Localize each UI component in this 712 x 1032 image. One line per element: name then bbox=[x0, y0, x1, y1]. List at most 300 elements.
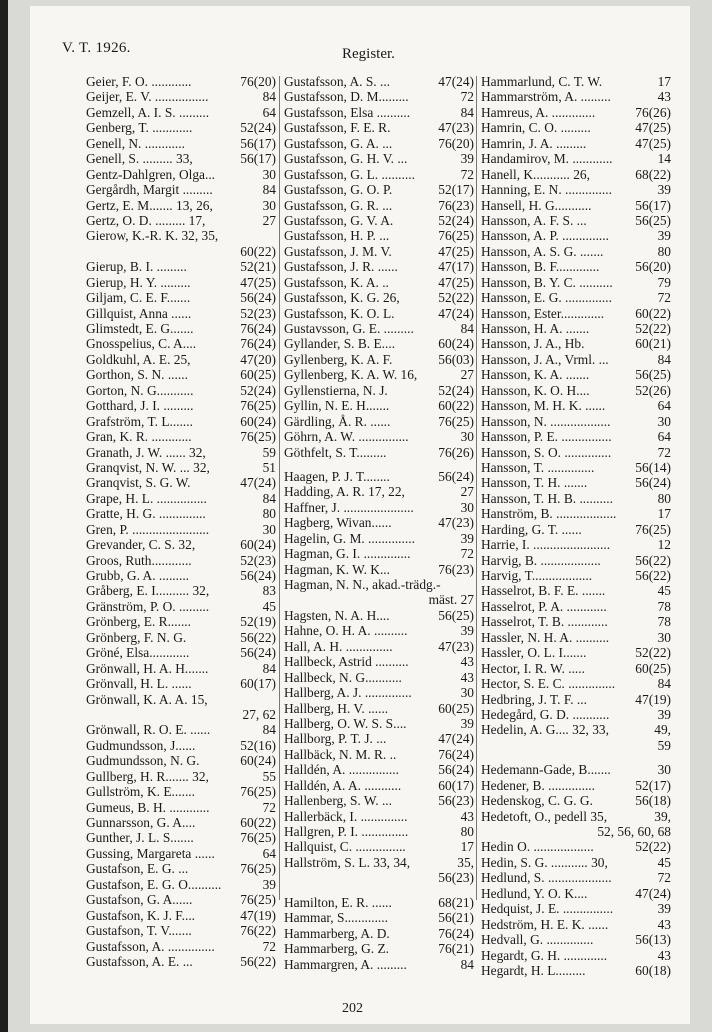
register-entry bbox=[284, 182, 474, 197]
entry-pages: 52(22) bbox=[438, 290, 474, 306]
entry-name: Hedbring, J. T. F. ... bbox=[481, 691, 587, 707]
entry-name: Hedlund, Y. O. K.... bbox=[481, 885, 588, 901]
entry-pages: 60(25) bbox=[240, 367, 276, 383]
entry-pages: 43 bbox=[460, 808, 474, 824]
register-entry bbox=[86, 753, 276, 768]
entry-pages: 56(22) bbox=[635, 568, 671, 583]
register-entry bbox=[284, 89, 474, 104]
entry-pages: 84 bbox=[262, 490, 276, 506]
register-entry bbox=[284, 701, 474, 716]
entry-name: Gorthon, S. N. ...... bbox=[86, 367, 188, 383]
register-entry bbox=[481, 383, 671, 398]
register-entry bbox=[284, 941, 474, 956]
column-divider bbox=[476, 76, 477, 900]
register-entry bbox=[481, 537, 671, 552]
register-entry bbox=[86, 599, 276, 614]
entry-pages: 56(22) bbox=[240, 629, 276, 645]
register-entry bbox=[284, 654, 474, 669]
entry-name: Gillquist, Anna ...... bbox=[86, 305, 192, 321]
register-entry bbox=[481, 167, 671, 182]
register-entry bbox=[284, 716, 474, 731]
register-entry bbox=[86, 275, 276, 290]
entry-pages: 30 bbox=[262, 521, 276, 537]
register-entry bbox=[86, 769, 276, 784]
register-entry bbox=[86, 336, 276, 351]
entry-name: Gumeus, B. H. ............ bbox=[86, 799, 210, 815]
entry-name: Hagberg, Wivan...... bbox=[284, 515, 392, 531]
entry-name: Gyllander, S. B. E.... bbox=[284, 336, 396, 352]
register-entry bbox=[86, 290, 276, 305]
entry-pages: 60(22) bbox=[635, 305, 671, 321]
register-entry bbox=[86, 614, 276, 629]
register-entry bbox=[284, 306, 474, 321]
entry-name: Hansson, T. .............. bbox=[481, 459, 595, 475]
entry-name: Hedemann-Gade, B....... bbox=[481, 762, 611, 778]
register-entry bbox=[86, 800, 276, 815]
entry-pages: 60(24) bbox=[438, 336, 474, 352]
register-entry bbox=[86, 722, 276, 737]
entry-name: Göthfelt, S. T......... bbox=[284, 444, 387, 460]
entry-pages: 78 bbox=[657, 598, 671, 614]
register-entry bbox=[481, 568, 671, 583]
entry-name: Grafström, T. L....... bbox=[86, 413, 193, 429]
entry-pages: 43 bbox=[460, 669, 474, 685]
register-entry bbox=[481, 599, 671, 614]
entry-name: Gierup, B. I. ......... bbox=[86, 259, 187, 275]
register-entry bbox=[86, 630, 276, 645]
entry-name: Hansson, P. E. ............... bbox=[481, 429, 612, 445]
register-entry bbox=[481, 824, 671, 839]
register-entry bbox=[86, 692, 276, 707]
register-entry bbox=[481, 336, 671, 351]
register-entry bbox=[86, 908, 276, 923]
register-entry bbox=[481, 917, 671, 932]
register-entry bbox=[86, 89, 276, 104]
register-entry bbox=[481, 661, 671, 676]
register-entry bbox=[284, 778, 474, 793]
entry-name: Hansson, T. H. ....... bbox=[481, 475, 588, 491]
register-entry bbox=[284, 398, 474, 413]
entry-pages: 56(24) bbox=[240, 568, 276, 583]
entry-pages: 43 bbox=[460, 654, 474, 670]
entry-pages: 39 bbox=[460, 715, 474, 731]
entry-name: Hallberg, A. J. .............. bbox=[284, 685, 412, 701]
entry-pages: 47(17) bbox=[438, 259, 474, 275]
entry-name: Hagman, K. W. K... bbox=[284, 561, 390, 577]
register-entry bbox=[481, 105, 671, 120]
entry-pages: 76(24) bbox=[438, 925, 474, 941]
entry-name: Hector, I. R. W. ..... bbox=[481, 660, 585, 676]
register-entry bbox=[481, 809, 671, 824]
register-entry bbox=[481, 259, 671, 274]
entry-pages: 59 bbox=[657, 737, 671, 753]
register-entry bbox=[481, 213, 671, 228]
entry-name: Gustafsson, K. G. 26, bbox=[284, 290, 400, 306]
register-entry bbox=[284, 74, 474, 89]
register-entry bbox=[481, 120, 671, 135]
entry-pages: 84 bbox=[657, 676, 671, 692]
entry-pages: 45 bbox=[657, 583, 671, 599]
entry-name: Gudmundsson, J...... bbox=[86, 737, 196, 753]
register-entry bbox=[481, 445, 671, 460]
entry-name: Hansson, J. A., Vrml. ... bbox=[481, 351, 609, 367]
register-entry bbox=[284, 151, 474, 166]
entry-pages: 60(25) bbox=[635, 660, 671, 676]
entry-pages: 64 bbox=[657, 398, 671, 414]
entry-pages: 52(24) bbox=[240, 120, 276, 136]
entry-name: Gnosspelius, C. A.... bbox=[86, 336, 197, 352]
entry-name: Gärdling, Å. R. ...... bbox=[284, 413, 391, 429]
register-entry bbox=[86, 429, 276, 444]
entry-name: Hansson, B. Y. C. .......... bbox=[481, 274, 613, 290]
register-entry bbox=[284, 259, 474, 274]
entry-name: Gustafson, T. V....... bbox=[86, 923, 192, 939]
entry-pages: 52(24) bbox=[438, 212, 474, 228]
entry-name: Hammarberg, G. Z. bbox=[284, 941, 389, 957]
register-entry bbox=[86, 306, 276, 321]
entry-name: Genell, N. ............ bbox=[86, 135, 185, 151]
register-column-1 bbox=[86, 74, 276, 969]
entry-name: Gudmundsson, N. G. bbox=[86, 753, 200, 769]
entry-pages: 80 bbox=[657, 490, 671, 506]
entry-name: Grönberg, E. R....... bbox=[86, 614, 192, 630]
register-entry bbox=[284, 414, 474, 429]
register-entry bbox=[481, 74, 671, 89]
register-entry bbox=[86, 213, 276, 228]
entry-pages: 47(25) bbox=[438, 243, 474, 259]
entry-name: Geier, F. O. ............ bbox=[86, 74, 192, 89]
register-entry bbox=[284, 429, 474, 444]
entry-name: Göhrn, A. W. ............... bbox=[284, 429, 409, 445]
entry-pages: 47(24) bbox=[438, 731, 474, 747]
register-entry bbox=[284, 895, 474, 910]
register-entry bbox=[86, 846, 276, 861]
entry-pages: 30 bbox=[657, 762, 671, 778]
entry-pages: 43 bbox=[657, 947, 671, 963]
register-entry bbox=[86, 321, 276, 336]
register-entry bbox=[86, 136, 276, 151]
entry-pages: 59 bbox=[262, 444, 276, 460]
register-entry bbox=[481, 676, 671, 691]
register-entry bbox=[86, 738, 276, 753]
register-entry bbox=[481, 136, 671, 151]
entry-name: Gustafsson, G. L. .......... bbox=[284, 166, 415, 182]
entry-pages: 76(23) bbox=[438, 197, 474, 213]
entry-name: Hegardt, H. L......... bbox=[481, 962, 586, 978]
entry-pages: 52(17) bbox=[635, 777, 671, 793]
entry-name: Gotthard, J. I. ......... bbox=[86, 398, 194, 414]
register-entry bbox=[86, 506, 276, 521]
register-entry bbox=[284, 336, 474, 351]
register-entry bbox=[481, 738, 671, 753]
entry-name: Hamrin, J. A. ......... bbox=[481, 135, 587, 151]
entry-name: Giljam, C. E. F....... bbox=[86, 290, 191, 306]
entry-name: Gergårdh, Margit ......... bbox=[86, 182, 213, 198]
register-entry bbox=[481, 762, 671, 777]
entry-pages: 80 bbox=[657, 243, 671, 259]
entry-name: Gunnarsson, G. A.... bbox=[86, 815, 196, 830]
entry-pages: 76(21) bbox=[438, 941, 474, 957]
register-entry bbox=[284, 577, 474, 592]
entry-name: Gratte, H. G. .............. bbox=[86, 506, 206, 522]
entry-name: Haagen, P. J. T........ bbox=[284, 468, 390, 484]
register-entry bbox=[284, 957, 474, 972]
entry-name: Gyllin, N. E. H....... bbox=[284, 398, 390, 414]
entry-name: Hanell, K........... 26, bbox=[481, 166, 590, 182]
register-entry bbox=[481, 460, 671, 475]
entry-pages: 56(23) bbox=[438, 793, 474, 809]
register-entry bbox=[86, 228, 276, 243]
entry-name: Granath, J. W. ...... 32, bbox=[86, 444, 206, 460]
entry-pages: 84 bbox=[460, 321, 474, 336]
entry-pages: 47(25) bbox=[240, 274, 276, 290]
entry-pages: 56(22) bbox=[240, 953, 276, 969]
entry-pages: 27 bbox=[262, 212, 276, 228]
entry-name: Gustavsson, G. E. ......... bbox=[284, 321, 414, 336]
entry-pages: 39 bbox=[460, 151, 474, 167]
entry-pages: 76(25) bbox=[240, 830, 276, 846]
entry-name: Hansson, T. H. B. .......... bbox=[481, 490, 613, 506]
register-entry bbox=[284, 136, 474, 151]
entry-pages: 12 bbox=[657, 537, 671, 553]
entry-pages: 60(22) bbox=[240, 243, 276, 259]
register-entry bbox=[86, 182, 276, 197]
entry-name: Gullström, K. E....... bbox=[86, 784, 195, 800]
register-entry bbox=[86, 74, 276, 89]
register-entry bbox=[86, 198, 276, 213]
entry-pages: 47(24) bbox=[438, 305, 474, 321]
register-entry bbox=[284, 608, 474, 623]
entry-pages: 27 bbox=[460, 367, 474, 383]
register-entry bbox=[284, 244, 474, 259]
entry-name: Gråberg, E. I.......... 32, bbox=[86, 583, 210, 599]
register-entry bbox=[284, 870, 474, 885]
register-entry bbox=[284, 484, 474, 499]
entry-name: Hedelin, A. G.... 32, 33, bbox=[481, 722, 609, 738]
entry-name: Gustafson, E. G. ... bbox=[86, 861, 189, 877]
register-entry bbox=[86, 491, 276, 506]
entry-name: Gränström, P. O. ......... bbox=[86, 598, 210, 614]
entry-name: Haffner, J. ..................... bbox=[284, 499, 414, 515]
entry-name: Hagelin, G. M. .............. bbox=[284, 530, 415, 546]
entry-pages: 80 bbox=[460, 824, 474, 839]
entry-pages: 60(25) bbox=[438, 700, 474, 716]
entry-name: Gierup, H. Y. ......... bbox=[86, 274, 191, 290]
entry-pages: 76(25) bbox=[240, 429, 276, 445]
register-entry bbox=[284, 685, 474, 700]
register-entry bbox=[284, 383, 474, 398]
page-number: 202 bbox=[342, 1001, 363, 1016]
entry-name: Genberg, T. ............ bbox=[86, 120, 193, 136]
register-entry bbox=[481, 367, 671, 382]
entry-pages: 76(23) bbox=[438, 561, 474, 577]
register-entry bbox=[86, 645, 276, 660]
entry-pages: 56(14) bbox=[635, 459, 671, 475]
entry-pages: 76(20) bbox=[438, 135, 474, 151]
entry-pages: 56(24) bbox=[635, 475, 671, 491]
register-entry bbox=[284, 623, 474, 638]
entry-pages: 39 bbox=[657, 182, 671, 198]
register-entry bbox=[284, 367, 474, 382]
entry-pages: 30 bbox=[460, 429, 474, 445]
entry-name: Hansson, N. .................. bbox=[481, 413, 611, 429]
entry-name: Hedvall, G. .............. bbox=[481, 932, 594, 948]
entry-name: Gustafsson, H. P. ... bbox=[284, 228, 390, 244]
entry-name: Gustafsson, F. E. R. bbox=[284, 120, 391, 136]
entry-name: Gustafsson, G. A. ... bbox=[284, 135, 393, 151]
register-entry bbox=[86, 707, 276, 722]
entry-name: Hasselrot, T. B. ............ bbox=[481, 614, 608, 630]
entry-name: Grubb, G. A. ......... bbox=[86, 568, 190, 583]
register-entry bbox=[86, 167, 276, 182]
entry-pages: 56(24) bbox=[240, 290, 276, 306]
entry-pages: 56(17) bbox=[240, 151, 276, 167]
register-entry bbox=[481, 321, 671, 336]
register-entry bbox=[481, 491, 671, 506]
register-entry bbox=[86, 414, 276, 429]
entry-pages: 72 bbox=[262, 938, 276, 954]
entry-name: Granqvist, N. W. ... 32, bbox=[86, 459, 210, 475]
register-entry bbox=[481, 182, 671, 197]
entry-name: Halldén, A. ............... bbox=[284, 762, 399, 778]
entry-pages: 56(18) bbox=[635, 793, 671, 809]
entry-name: Hammargren, A. ......... bbox=[284, 956, 407, 972]
entry-pages: 56(21) bbox=[438, 910, 474, 926]
entry-pages: 56(23) bbox=[438, 870, 474, 886]
entry-pages: 60(24) bbox=[240, 753, 276, 769]
entry-pages: 55 bbox=[262, 768, 276, 784]
register-entry bbox=[481, 475, 671, 490]
register-entry bbox=[86, 259, 276, 274]
register-entry bbox=[481, 228, 671, 243]
entry-pages: 76(22) bbox=[240, 923, 276, 939]
entry-name: Hedin O. .................. bbox=[481, 839, 594, 855]
entry-pages: 52(22) bbox=[635, 321, 671, 336]
entry-name: Grönwall, H. A. H....... bbox=[86, 660, 209, 676]
entry-name: Hanström, B. .................. bbox=[481, 506, 617, 522]
entry-name: Harding, G. T. ...... bbox=[481, 521, 582, 537]
entry-pages: 17 bbox=[460, 839, 474, 855]
entry-name: Hedquist, J. E. ............... bbox=[481, 901, 614, 917]
entry-pages: 52(22) bbox=[635, 839, 671, 855]
entry-pages: 47(25) bbox=[438, 274, 474, 290]
entry-pages: 52(23) bbox=[240, 305, 276, 321]
register-entry bbox=[481, 414, 671, 429]
entry-pages: 30 bbox=[262, 197, 276, 213]
entry-pages: 76(24) bbox=[438, 746, 474, 762]
register-entry bbox=[481, 244, 671, 259]
register-entry bbox=[86, 676, 276, 691]
entry-name: Hamreus, A. ............. bbox=[481, 104, 596, 120]
register-entry bbox=[284, 105, 474, 120]
entry-name: Grönberg, F. N. G. bbox=[86, 629, 187, 645]
entry-name: Hedlund, S. ................... bbox=[481, 870, 612, 886]
entry-pages: 56(22) bbox=[635, 552, 671, 568]
entry-pages: 47(25) bbox=[635, 135, 671, 151]
entry-name: Hansson, K. O. H.... bbox=[481, 382, 590, 398]
register-entry bbox=[284, 762, 474, 777]
register-entry bbox=[86, 815, 276, 830]
register-entry bbox=[284, 747, 474, 762]
register-entry bbox=[284, 592, 474, 607]
register-entry bbox=[284, 910, 474, 925]
entry-pages: 76(25) bbox=[240, 861, 276, 877]
entry-pages: 52(24) bbox=[240, 382, 276, 398]
entry-name: Hegardt, G. H. ............. bbox=[481, 947, 608, 963]
entry-name: Gustafsson, G. O. P. bbox=[284, 182, 393, 198]
entry-name: Hall, A. H. .............. bbox=[284, 638, 393, 654]
entry-name: Hector, S. E. C. .............. bbox=[481, 676, 616, 692]
entry-name: Gyllenberg, K. A. F. bbox=[284, 351, 393, 367]
entry-name: Hansson, K. A. ....... bbox=[481, 367, 590, 383]
entry-pages: 78 bbox=[657, 614, 671, 630]
register-entry bbox=[86, 105, 276, 120]
entry-name: Geijer, E. V. ................ bbox=[86, 89, 209, 105]
register-entry bbox=[86, 892, 276, 907]
entry-name: Hedetoft, O., pedell 35, bbox=[481, 808, 608, 824]
register-entry bbox=[86, 939, 276, 954]
entry-name: Hagman, G. I. .............. bbox=[284, 546, 411, 562]
entry-pages: 47(19) bbox=[240, 907, 276, 923]
entry-pages: 39 bbox=[657, 706, 671, 722]
register-entry bbox=[284, 531, 474, 546]
register-entry bbox=[284, 290, 474, 305]
entry-pages: 56(17) bbox=[635, 197, 671, 213]
entry-name: Harvig, B. .................. bbox=[481, 552, 601, 568]
entry-pages: 60(22) bbox=[240, 815, 276, 830]
entry-pages: 56(25) bbox=[635, 367, 671, 383]
entry-name: Gustafson, E. G. O.......... bbox=[86, 876, 222, 892]
entry-pages: 60(24) bbox=[240, 413, 276, 429]
entry-pages: 76(24) bbox=[240, 321, 276, 336]
register-entry bbox=[86, 553, 276, 568]
entry-name: Hallerbäck, I. .............. bbox=[284, 808, 408, 824]
register-entry bbox=[86, 244, 276, 259]
entry-pages: 47(23) bbox=[438, 638, 474, 654]
entry-name: Hansson, A. S. G. ....... bbox=[481, 243, 604, 259]
volume-year: V. T. 1926. bbox=[62, 40, 131, 56]
entry-name: Grönwall, R. O. E. ...... bbox=[86, 722, 211, 738]
entry-pages: 68(22) bbox=[635, 166, 671, 182]
entry-name: Grönwall, K. A. A. 15, bbox=[86, 691, 208, 707]
register-entry bbox=[481, 793, 671, 808]
entry-name: Hassler, O. L. I....... bbox=[481, 645, 587, 661]
entry-name: Gunther, J. L. S....... bbox=[86, 830, 194, 846]
register-entry bbox=[481, 932, 671, 947]
entry-pages: 56(24) bbox=[438, 468, 474, 484]
entry-pages: 60(17) bbox=[240, 676, 276, 692]
entry-pages: 76(25) bbox=[240, 892, 276, 908]
entry-pages: 52(19) bbox=[240, 614, 276, 630]
entry-name: Gertz, E. M....... 13, 26, bbox=[86, 197, 213, 213]
register-entry bbox=[481, 778, 671, 793]
entry-pages: 30 bbox=[262, 166, 276, 182]
register-entry bbox=[284, 515, 474, 530]
entry-pages: 68(21) bbox=[438, 894, 474, 910]
entry-name: Hahne, O. H. A. .......... bbox=[284, 623, 408, 639]
entry-pages: 47(24) bbox=[635, 885, 671, 901]
entry-pages: 72 bbox=[657, 870, 671, 886]
entry-pages: 17 bbox=[657, 74, 671, 89]
entry-name: Gorton, N. G........... bbox=[86, 382, 194, 398]
register-entry bbox=[86, 151, 276, 166]
entry-name: Harrie, I. ....................... bbox=[481, 537, 611, 553]
entry-pages: 27, 62 bbox=[242, 706, 276, 722]
entry-name: Hedström, H. E. K. ...... bbox=[481, 916, 609, 932]
register-entry bbox=[481, 722, 671, 737]
entry-name: Gustafsson, D. M......... bbox=[284, 89, 409, 105]
entry-pages: 45 bbox=[657, 854, 671, 870]
